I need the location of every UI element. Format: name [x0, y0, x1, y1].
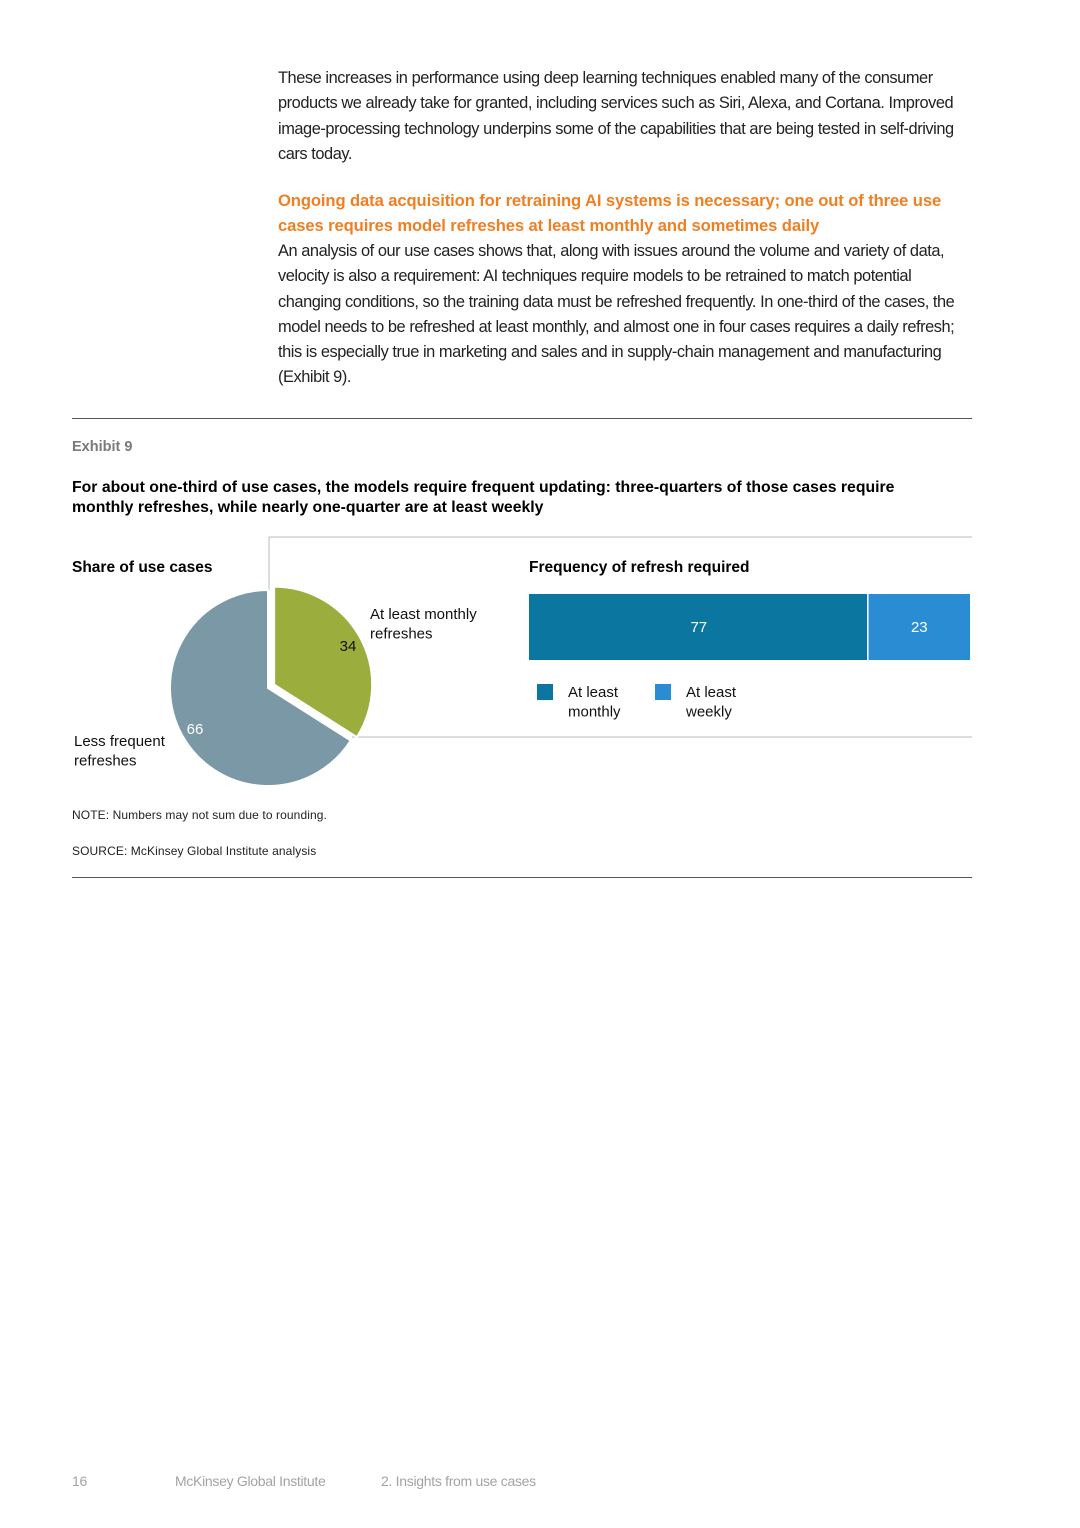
bar-title: Frequency of refresh required: [529, 559, 750, 576]
body-paragraph-1: These increases in performance using deep learning techniques enabled many of the consumer products we already take for granted, including services such as Siri, Alexa, and Cortana. Improved image-processing technology underpins some of the capabilities that are being tested in self-driving cars today.: [278, 69, 954, 163]
pie-slice-value: 66: [186, 721, 204, 738]
exhibit-title: For about one-third of use cases, the models require frequent updating: three-quarters of those cases require monthly refreshes, while nearly one-quarter are at least weekly: [72, 479, 895, 516]
body-paragraph-2: An analysis of our use cases shows that, along with issues around the volume and variety of data, velocity is also a requirement: AI techniques require models to be retrained to match potential changing conditions, so the training data must be refreshed frequently. In one-third of the cases, the model needs to be refreshed at least monthly, and almost one in four cases requires a daily refresh; this is especially true in marketing and sales and in supply-chain management and manufacturing (Exhibit 9).: [278, 242, 955, 387]
pie-title: Share of use cases: [72, 559, 213, 576]
legend-label: At least weekly: [686, 684, 737, 721]
exhibit-source: SOURCE: McKinsey Global Institute analysis: [72, 844, 317, 858]
exhibit-note: NOTE: Numbers may not sum due to rounding.: [72, 808, 327, 822]
pie-slice-value: 34: [339, 638, 357, 655]
footer-page-number: 16: [72, 1473, 87, 1489]
pie-slice-label: At least monthly refreshes: [370, 606, 477, 643]
footer-publisher: McKinsey Global Institute: [175, 1473, 326, 1489]
legend-swatch: [655, 684, 671, 700]
legend-swatch: [537, 684, 553, 700]
exhibit-bottom-rule: [72, 877, 972, 878]
pie-slice-label: Less frequent refreshes: [74, 733, 165, 770]
footer-section: 2. Insights from use cases: [381, 1473, 536, 1489]
bar-segment-value: 23: [910, 619, 928, 636]
legend-label: At least monthly: [568, 684, 621, 721]
exhibit-label: Exhibit 9: [72, 439, 133, 455]
bar-segment-value: 77: [690, 619, 708, 636]
section-heading: Ongoing data acquisition for retraining AI systems is necessary; one out of three use cases requires model refreshes at least monthly and sometimes daily: [278, 191, 942, 236]
